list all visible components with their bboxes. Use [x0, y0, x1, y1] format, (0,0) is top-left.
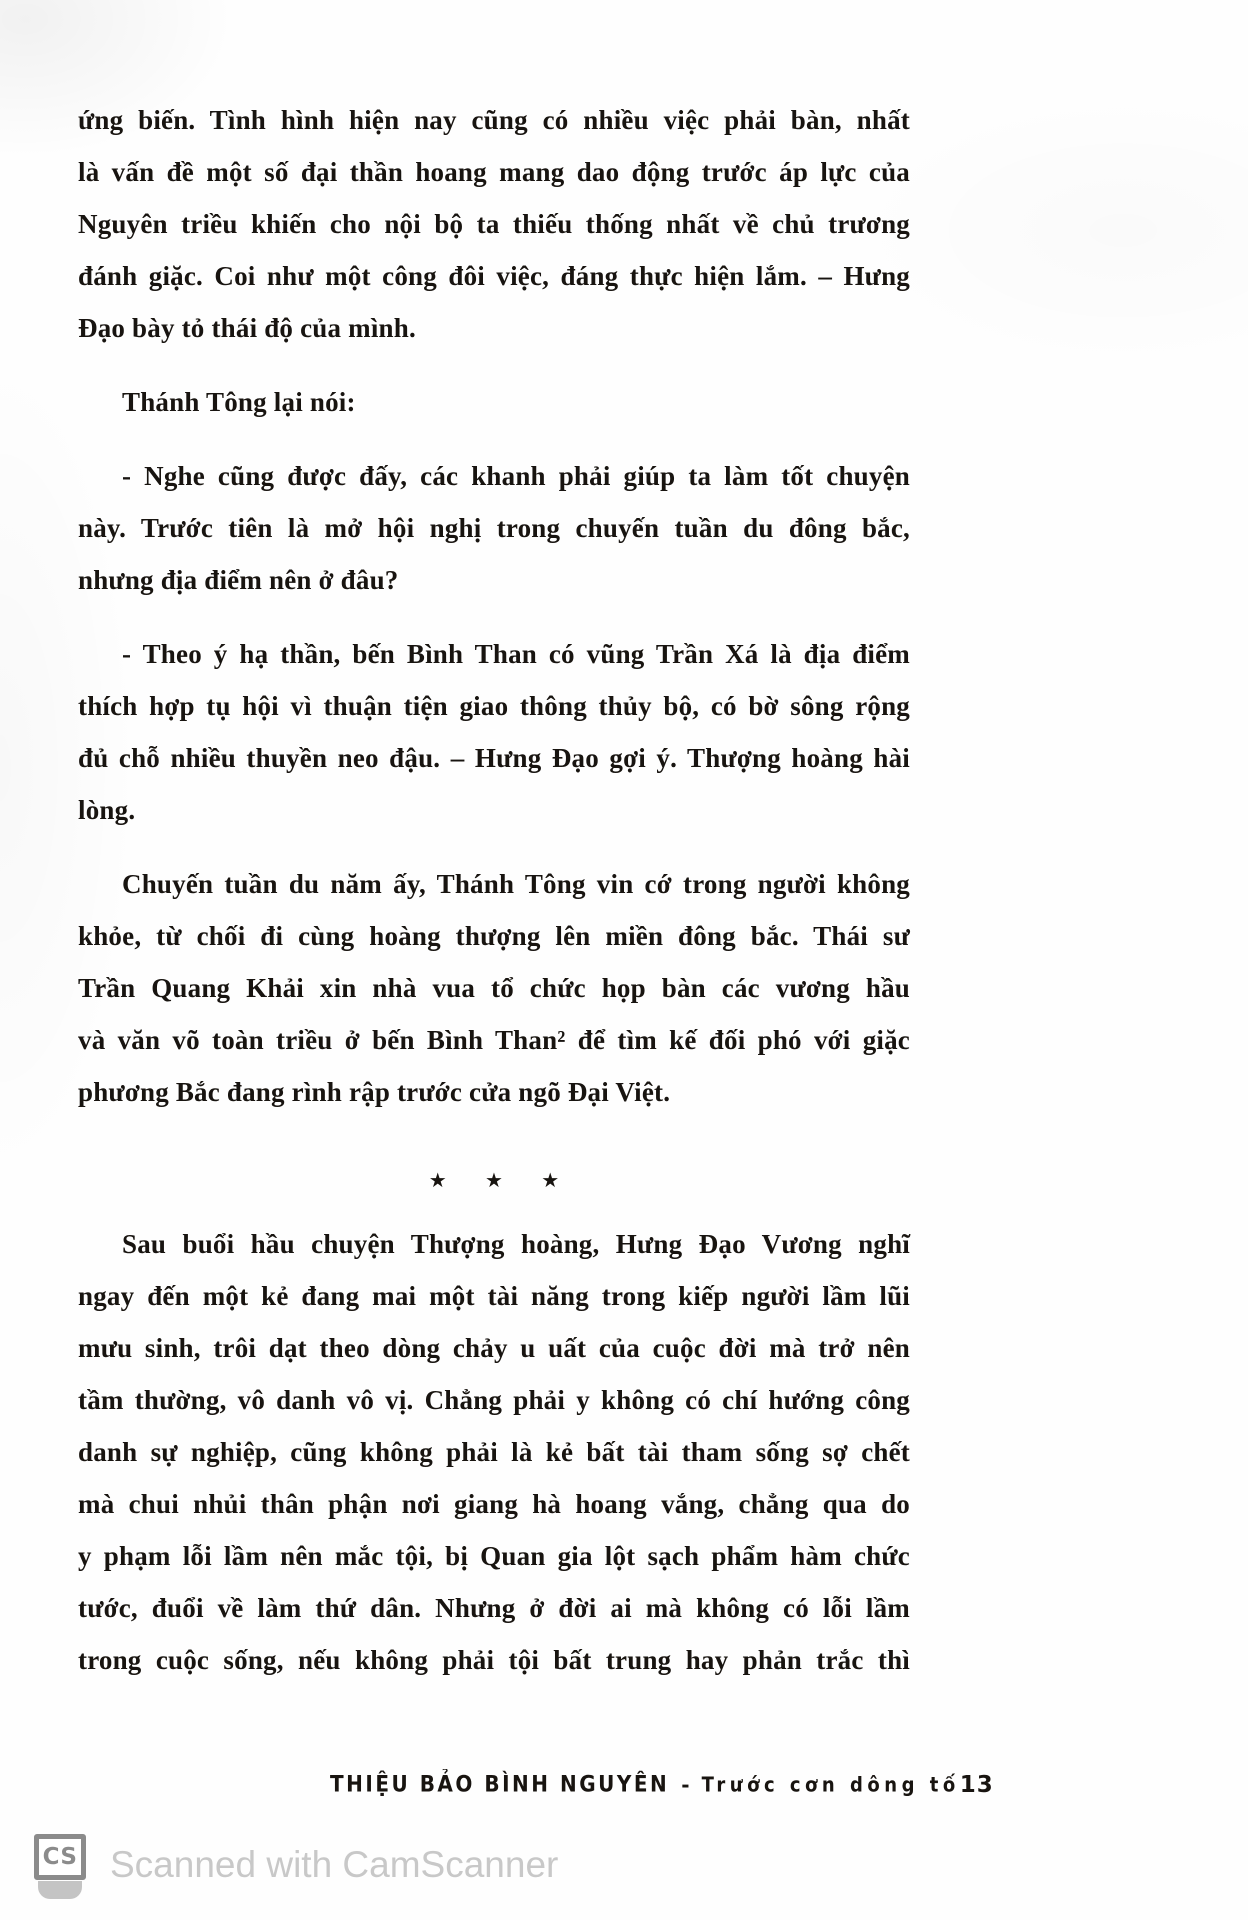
footer-separator: -	[681, 1773, 690, 1797]
page-number: 13	[959, 1772, 994, 1798]
text-block	[78, 94, 910, 1686]
text-line: mà chui nhủi thân phận nơi giang hà hoang vắng, chẳng qua do	[78, 1489, 910, 1519]
text-line: Chuyến tuần du năm ấy, Thánh Tông vin cớ trong người không	[122, 869, 910, 899]
text-line: trong cuộc sống, nếu không phải tội bất trung hay phản trắc thì	[78, 1645, 910, 1675]
text-line: Sau buổi hầu chuyện Thượng hoàng, Hưng Đạo Vương nghĩ	[122, 1229, 910, 1259]
text-line: - Theo ý hạ thần, bến Bình Than có vũng Trần Xá là địa điểm	[122, 639, 910, 669]
text-line: ngay đến một kẻ đang mai một tài năng trong kiếp người lầm lũi	[78, 1281, 910, 1311]
text-line: này. Trước tiên là mở hội nghị trong chuyến tuần du đông bắc,	[78, 513, 910, 543]
text-line: phương Bắc đang rình rập trước cửa ngõ Đại Việt.	[78, 1077, 671, 1107]
text-line: và văn võ toàn triều ở bến Bình Than² để tìm kế đối phó với giặc	[78, 1025, 910, 1055]
text-line: mưu sinh, trôi dạt theo dòng chảy u uất của cuộc đời mà trở nên	[78, 1333, 910, 1363]
paragraph	[78, 376, 910, 428]
camscanner-logo-icon	[34, 1834, 86, 1899]
paragraph	[78, 450, 910, 606]
paragraph	[78, 1218, 910, 1686]
text-line: Nguyên triều khiến cho nội bộ ta thiếu thống nhất về chủ trương	[78, 209, 910, 239]
cs-logo-tab	[38, 1881, 82, 1899]
text-line: thích hợp tụ hội vì thuận tiện giao thông thủy bộ, có bờ sông rộng	[78, 691, 910, 721]
text-line: tước, đuổi về làm thứ dân. Nhưng ở đời ai mà không có lỗi lầm	[78, 1593, 910, 1623]
page-footer	[330, 1770, 994, 1798]
watermark-label: Scanned with CamScanner	[110, 1844, 559, 1885]
paragraph	[78, 628, 910, 836]
footer-chapter-title: Trước cơn dông tố	[701, 1773, 960, 1797]
paragraph	[78, 94, 910, 354]
text-line: lòng.	[78, 795, 136, 825]
text-line: nhưng địa điểm nên ở đâu?	[78, 565, 399, 595]
text-line: đánh giặc. Coi như một công đôi việc, đáng thực hiện lắm. – Hưng	[78, 261, 910, 291]
cs-logo-box: CS	[34, 1834, 86, 1880]
section-separator-stars: ★ ★ ★	[428, 1168, 576, 1192]
text-line: Đạo bày tỏ thái độ của mình.	[78, 313, 416, 343]
text-line: danh sự nghiệp, cũng không phải là kẻ bất tài tham sống sợ chết	[78, 1437, 910, 1467]
text-line: Trần Quang Khải xin nhà vua tổ chức họp bàn các vương hầu	[78, 973, 910, 1003]
text-line: khỏe, từ chối đi cùng hoàng thượng lên miền đông bắc. Thái sư	[78, 921, 910, 951]
text-line: - Nghe cũng được đấy, các khanh phải giúp ta làm tốt chuyện	[122, 461, 910, 491]
text-line: Thánh Tông lại nói:	[122, 387, 356, 417]
text-line: ứng biến. Tình hình hiện nay cũng có nhiều việc phải bàn, nhất	[78, 105, 910, 135]
paragraph	[78, 858, 910, 1118]
text-line: tầm thường, vô danh vô vị. Chẳng phải y không có chí hướng công	[78, 1385, 910, 1415]
camscanner-watermark	[34, 1834, 558, 1899]
text-line: là vấn đề một số đại thần hoang mang dao động trước áp lực của	[78, 157, 910, 187]
text-line: y phạm lỗi lầm nên mắc tội, bị Quan gia lột sạch phẩm hàm chức	[78, 1541, 910, 1571]
text-line: đủ chỗ nhiều thuyền neo đậu. – Hưng Đạo gợi ý. Thượng hoàng hài	[78, 743, 910, 773]
footer-book-title: THIỆU BẢO BÌNH NGUYÊN	[330, 1770, 670, 1797]
